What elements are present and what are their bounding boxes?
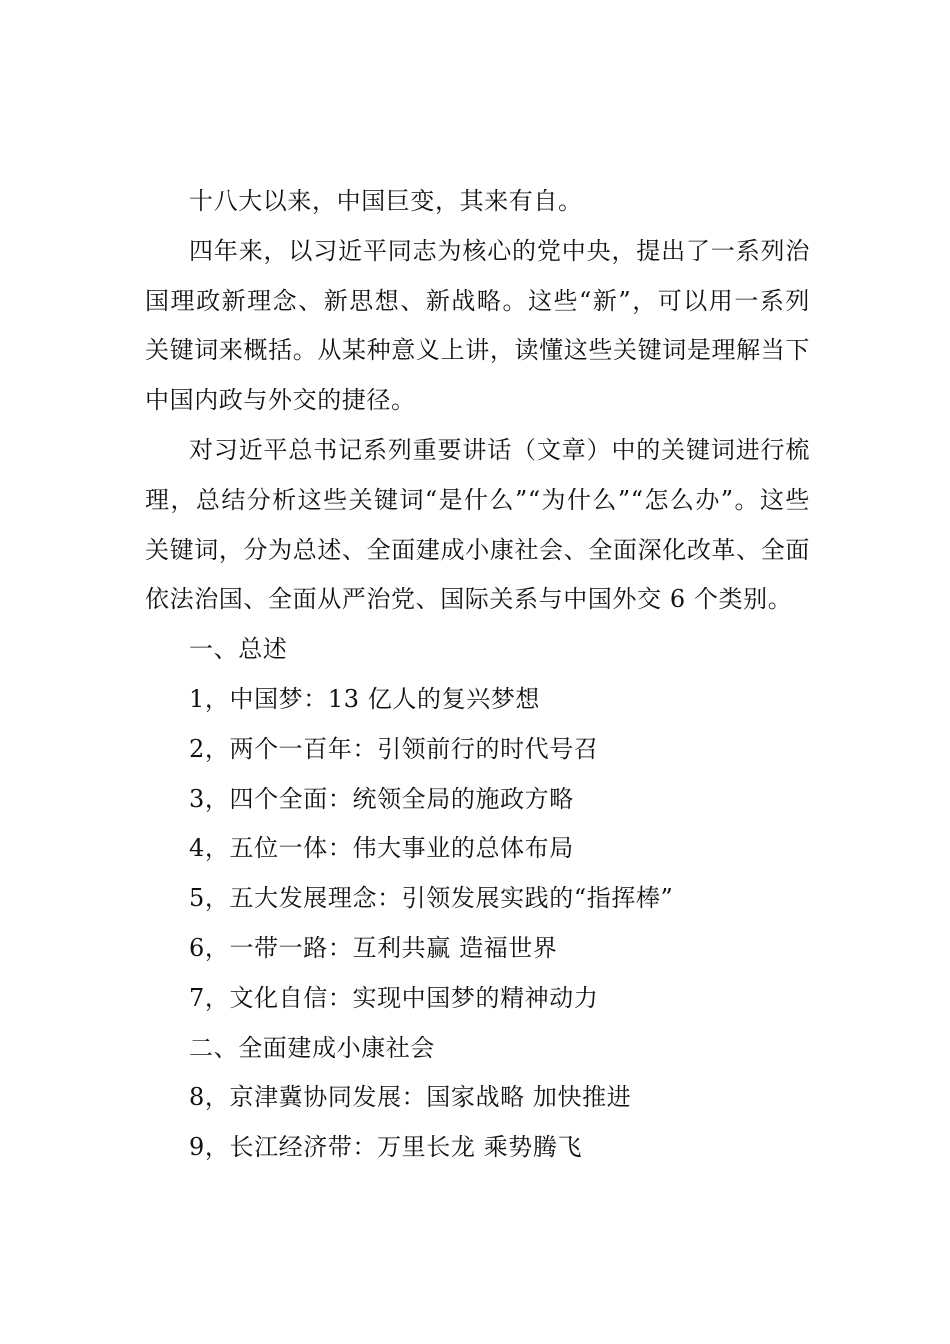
- list-item: 2，两个一百年：引领前行的时代号召: [189, 734, 599, 763]
- list-item: 5，五大发展理念：引领发展实践的“指挥棒”: [189, 884, 674, 913]
- list-item: 9，长江经济带：万里长龙 乘势腾飞: [189, 1133, 583, 1162]
- document-body: [145, 177, 810, 1173]
- list-item: 1，中国梦：13 亿人的复兴梦想: [189, 684, 541, 713]
- method-paragraph: 对习近平总书记系列重要讲话（文章）中的关键词进行梳理，总结分析这些关键词“是什么”“为什么”“怎么办”。这些关键词，分为总述、全面建成小康社会、全面深化改革、全面依法治国、全面从严治党、国际关系与中国外交 6 个类别。: [145, 435, 810, 614]
- summary-paragraph: 四年来，以习近平同志为核心的党中央，提出了一系列治国理政新理念、新思想、新战略。这些“新”，可以用一系列关键词来概括。从某种意义上讲，读懂这些关键词是理解当下中国内政与外交的捷径。: [145, 236, 810, 415]
- list-item: 4，五位一体：伟大事业的总体布局: [189, 834, 574, 863]
- list-item: 6，一带一路：互利共赢 造福世界: [189, 933, 558, 962]
- section-heading-xiaokang: 二、全面建成小康社会: [189, 1033, 435, 1062]
- list-item: 7，文化自信：实现中国梦的精神动力: [189, 983, 599, 1012]
- list-item: 8，京津冀协同发展：国家战略 加快推进: [189, 1083, 632, 1112]
- list-item: 3，四个全面：统领全局的施政方略: [189, 784, 574, 813]
- section-heading-overview: 一、总述: [189, 635, 288, 664]
- intro-paragraph: 十八大以来，中国巨变，其来有自。: [189, 187, 583, 215]
